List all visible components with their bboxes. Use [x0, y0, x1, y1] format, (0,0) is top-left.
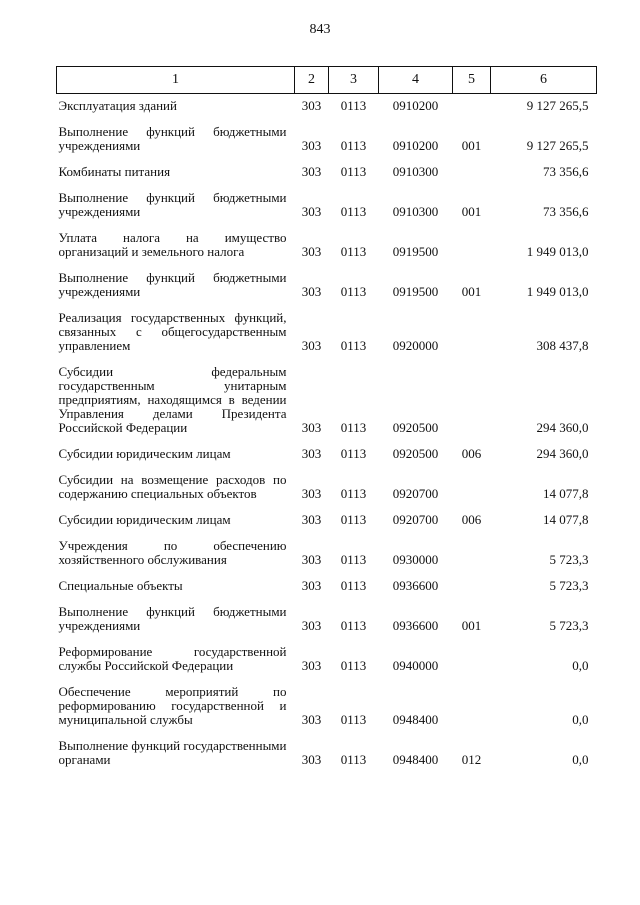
- table-row: [57, 94, 597, 116]
- row-code-2: 303: [301, 284, 322, 299]
- row-description: Учреждения по обеспечению хозяйственного обслуживания: [58, 538, 287, 567]
- table-row: [57, 729, 597, 769]
- row-amount: 1 949 013,0: [526, 284, 589, 299]
- row-code-2: 303: [301, 712, 322, 727]
- row-code-2: 303: [301, 204, 322, 219]
- row-code-2: 303: [301, 578, 322, 593]
- row-code-2: 303: [301, 446, 322, 461]
- row-amount: 5 723,3: [549, 618, 589, 633]
- row-code-2: 303: [301, 164, 322, 179]
- row-code-5: [453, 635, 491, 675]
- row-code-4: 0910300: [392, 164, 439, 179]
- row-description: Выполнение функций бюджетными учреждениями: [58, 604, 287, 633]
- table-header: [57, 67, 597, 94]
- row-code-5: [453, 355, 491, 437]
- row-code-3: 0113: [340, 486, 367, 501]
- row-description: Эксплуатация зданий: [58, 98, 177, 113]
- row-description: Выполнение функций бюджетными учреждениями: [58, 270, 287, 299]
- table-row: [57, 595, 597, 635]
- row-description: Специальные объекты: [58, 578, 183, 593]
- table-row: [57, 463, 597, 503]
- row-code-5: 001: [461, 138, 482, 153]
- row-amount: 0,0: [572, 712, 589, 727]
- row-code-3: 0113: [340, 712, 367, 727]
- row-code-5: [453, 221, 491, 261]
- header-col-6: 6: [491, 67, 597, 94]
- row-amount: 294 360,0: [536, 420, 589, 435]
- row-description: Уплата налога на имущество организаций и земельного налога: [58, 230, 287, 259]
- row-code-3: 0113: [340, 138, 367, 153]
- row-description: Реализация государственных функций, связанных с общегосударственным управлением: [58, 310, 287, 353]
- row-code-3: 0113: [340, 752, 367, 767]
- row-code-3: 0113: [340, 98, 367, 113]
- page-number: 843: [309, 22, 331, 37]
- row-code-4: 0920700: [392, 486, 439, 501]
- budget-table: [56, 66, 597, 769]
- table-row: [57, 529, 597, 569]
- row-code-5: 001: [461, 204, 482, 219]
- row-description: Реформирование государственной службы Российской Федерации: [58, 644, 287, 673]
- row-code-3: 0113: [340, 552, 367, 567]
- row-code-4: 0920700: [392, 512, 439, 527]
- row-code-2: 303: [301, 420, 322, 435]
- table-row: [57, 569, 597, 595]
- table-row: [57, 437, 597, 463]
- row-code-3: 0113: [340, 420, 367, 435]
- row-code-5: [453, 301, 491, 355]
- row-code-5: [453, 94, 491, 116]
- row-code-4: 0910200: [392, 98, 439, 113]
- row-code-4: 0948400: [392, 712, 439, 727]
- row-amount: 73 356,6: [543, 204, 589, 219]
- row-code-3: 0113: [340, 658, 367, 673]
- row-code-4: 0936600: [392, 618, 439, 633]
- row-code-5: [453, 463, 491, 503]
- row-amount: 73 356,6: [543, 164, 589, 179]
- row-code-4: 0919500: [392, 244, 439, 259]
- row-amount: 5 723,3: [549, 578, 589, 593]
- row-code-4: 0936600: [392, 578, 439, 593]
- row-code-4: 0948400: [392, 752, 439, 767]
- table-row: [57, 261, 597, 301]
- row-code-4: 0920500: [392, 446, 439, 461]
- table-row: [57, 155, 597, 181]
- row-amount: 1 949 013,0: [526, 244, 589, 259]
- table-row: [57, 635, 597, 675]
- row-description: Обеспечение мероприятий по реформированию государственной и муниципальной службы: [58, 684, 287, 727]
- header-col-5: 5: [453, 67, 491, 94]
- row-code-2: 303: [301, 552, 322, 567]
- row-description: Субсидии юридическим лицам: [58, 446, 231, 461]
- row-code-5: [453, 529, 491, 569]
- row-description: Выполнение функций бюджетными учреждениями: [58, 190, 287, 219]
- table-row: [57, 355, 597, 437]
- header-col-2: 2: [295, 67, 329, 94]
- table-row: [57, 503, 597, 529]
- header-col-4: 4: [379, 67, 453, 94]
- row-code-3: 0113: [340, 338, 367, 353]
- row-amount: 5 723,3: [549, 552, 589, 567]
- row-description: Комбинаты питания: [58, 164, 171, 179]
- row-code-5: 001: [461, 284, 482, 299]
- row-code-2: 303: [301, 658, 322, 673]
- row-description: Субсидии на возмещение расходов по содержанию специальных объектов: [58, 472, 287, 501]
- row-description: Выполнение функций государственными органами: [58, 738, 287, 767]
- row-code-2: 303: [301, 512, 322, 527]
- row-code-4: 0910200: [392, 138, 439, 153]
- row-code-4: 0920500: [392, 420, 439, 435]
- table-row: [57, 301, 597, 355]
- row-code-5: 012: [461, 752, 482, 767]
- table-row: [57, 221, 597, 261]
- row-code-2: 303: [301, 618, 322, 633]
- row-code-3: 0113: [340, 244, 367, 259]
- row-code-2: 303: [301, 98, 322, 113]
- row-code-4: 0930000: [392, 552, 439, 567]
- header-col-3: 3: [329, 67, 379, 94]
- row-code-5: 001: [461, 618, 482, 633]
- row-amount: 9 127 265,5: [526, 98, 589, 113]
- row-description: Субсидии юридическим лицам: [58, 512, 231, 527]
- row-code-3: 0113: [340, 164, 367, 179]
- table-body: [57, 94, 597, 770]
- row-code-3: 0113: [340, 446, 367, 461]
- row-code-3: 0113: [340, 578, 367, 593]
- row-code-5: 006: [461, 446, 482, 461]
- row-description: Субсидии федеральным государственным унитарным предприятиям, находящимся в ведении Управления делами Президента Российской Федерации: [58, 364, 287, 435]
- row-amount: 308 437,8: [536, 338, 589, 353]
- table-row: [57, 675, 597, 729]
- row-amount: 294 360,0: [536, 446, 589, 461]
- row-amount: 0,0: [572, 752, 589, 767]
- row-code-2: 303: [301, 138, 322, 153]
- row-code-3: 0113: [340, 618, 367, 633]
- row-amount: 14 077,8: [543, 512, 589, 527]
- header-col-1: 1: [57, 67, 295, 94]
- row-amount: 14 077,8: [543, 486, 589, 501]
- table-row: [57, 115, 597, 155]
- row-code-4: 0910300: [392, 204, 439, 219]
- row-code-3: 0113: [340, 284, 367, 299]
- row-code-5: [453, 155, 491, 181]
- row-code-3: 0113: [340, 512, 367, 527]
- row-code-5: 006: [461, 512, 482, 527]
- row-description: Выполнение функций бюджетными учреждениями: [58, 124, 287, 153]
- row-code-2: 303: [301, 752, 322, 767]
- row-code-4: 0920000: [392, 338, 439, 353]
- row-amount: 9 127 265,5: [526, 138, 589, 153]
- row-code-4: 0940000: [392, 658, 439, 673]
- row-code-2: 303: [301, 244, 322, 259]
- row-code-4: 0919500: [392, 284, 439, 299]
- row-code-3: 0113: [340, 204, 367, 219]
- table-row: [57, 181, 597, 221]
- row-code-2: 303: [301, 486, 322, 501]
- row-code-2: 303: [301, 338, 322, 353]
- row-code-5: [453, 675, 491, 729]
- row-amount: 0,0: [572, 658, 589, 673]
- row-code-5: [453, 569, 491, 595]
